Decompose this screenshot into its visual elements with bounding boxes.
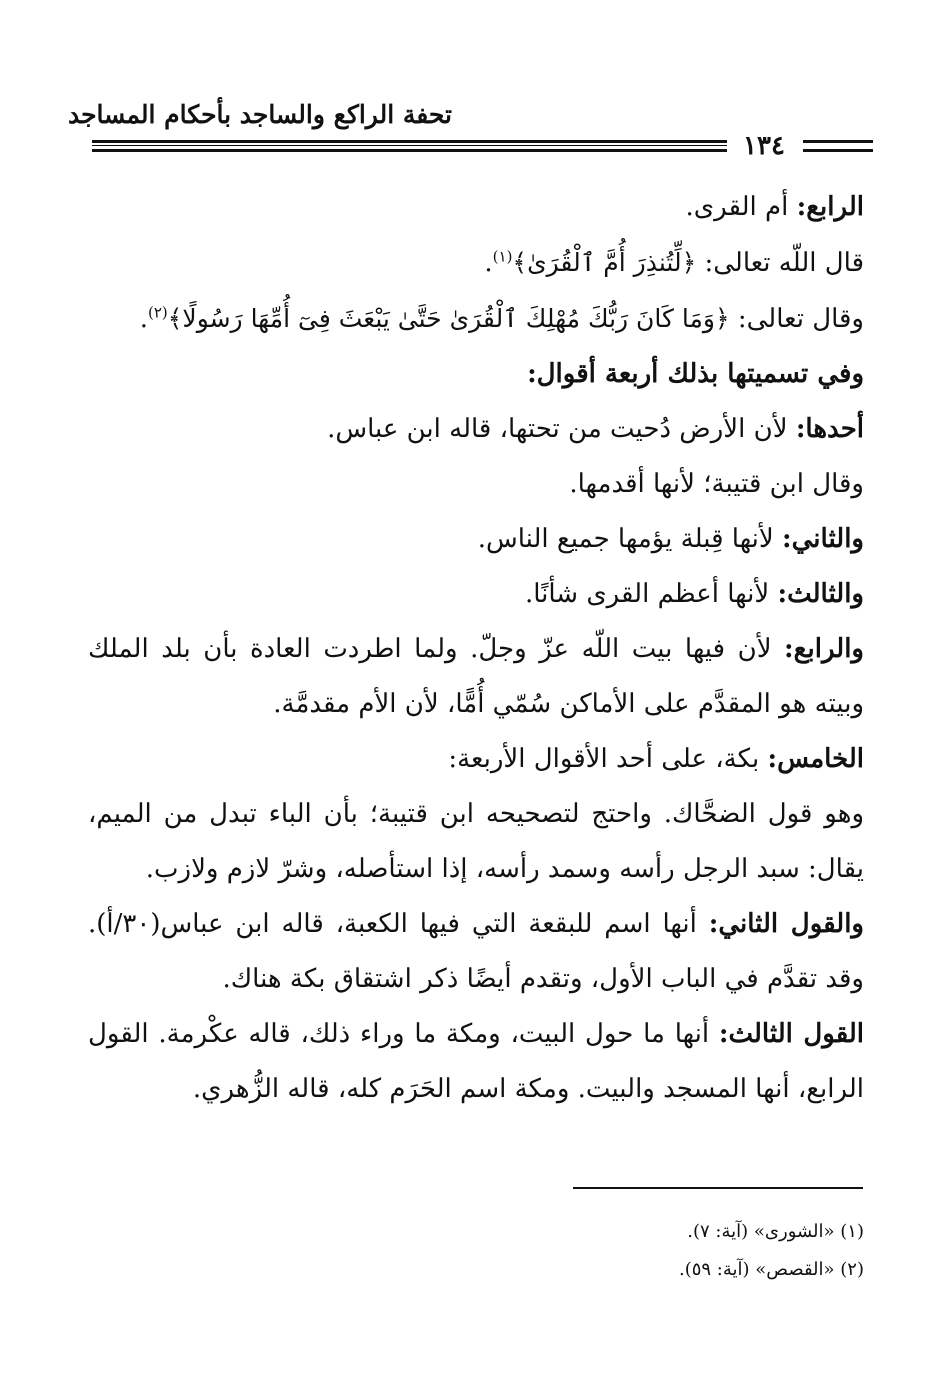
paragraph-verse-1 [88, 235, 864, 291]
paragraph-label: الخامس: [767, 744, 864, 774]
paragraph-umm-al-qura [88, 180, 864, 235]
running-header-title: تحفة الراكع والساجد بأحكام المساجد [67, 100, 452, 129]
footnote-ref[interactable]: (٢) [148, 303, 168, 322]
paragraph-label: القول الثالث: [718, 1019, 865, 1049]
paragraph-end: . [484, 248, 493, 278]
paragraph-third-saying [88, 1007, 864, 1117]
paragraph-bakka [88, 732, 864, 787]
quran-verse: ﴿لِّتُنذِرَ أُمَّ ٱلْقُرَىٰ﴾ [512, 248, 697, 277]
paragraph-text: لأنها أعظم القرى شأنًا. [524, 579, 778, 609]
paragraph-dahhak: وهو قول الضحَّاك. واحتج لتصحيحه ابن قتيبة؛ بأن الباء تبدل من الميم، يقال: سبد الرجل رأسه وسمد رأسه، إذا استأصله، وشرّ لازم ولازب. [88, 799, 864, 884]
section-heading: وفي تسميتها بذلك أربعة أقوال: [527, 359, 864, 389]
paragraph-verse-2 [88, 291, 864, 347]
paragraph-label: والثالث: [777, 579, 864, 609]
footnote-1: (١) «الشورى» (آية: ٧). [687, 1221, 864, 1242]
paragraph-label: أحدها: [795, 414, 864, 444]
paragraph-second-opinion [88, 512, 864, 567]
paragraph-text: لأن فيها بيت اللّه عزّ وجلّ. ولما اطردت العادة بأن بلد الملك وبيته هو المقدَّم على الأماكن سُمّي أُمًّا، لأن الأم مقدمَّة. [88, 634, 864, 719]
paragraph-text: لأنها قِبلة يؤمها جميع الناس. [477, 524, 783, 554]
quran-verse: ﴿وَمَا كَانَ رَبُّكَ مُهْلِكَ ٱلْقُرَىٰ حَتَّىٰ يَبْعَثَ فِىٓ أُمِّهَا رَسُولًا﴾ [167, 304, 730, 333]
paragraph-second-saying [88, 897, 864, 1007]
paragraph-text: بكة، على أحد الأقوال الأربعة: [448, 744, 768, 774]
footnote-separator [573, 1187, 863, 1189]
paragraph-label: والثاني: [782, 524, 864, 554]
paragraph-fourth-opinion [88, 622, 864, 732]
footnotes [560, 1213, 864, 1289]
header-short-rule [803, 140, 873, 152]
paragraph-label: والرابع: [784, 634, 864, 664]
paragraph-first-opinion [88, 402, 864, 457]
paragraph-text: أنها ما حول البيت، ومكة ما وراء ذلك، قاله عكْرمة. القول الرابع، أنها المسجد والبيت. ومكة اسم الحَرَم كله، قاله الزُّهري. [88, 1019, 864, 1104]
main-text [88, 180, 864, 1117]
paragraph-label: الرابع: [796, 192, 864, 222]
paragraph-text: أنها اسم للبقعة التي فيها الكعبة، قاله ابن عباس(٣٠/أ). وقد تقدَّم في الباب الأول، وتقدم أيضًا ذكر اشتقاق بكة هناك. [88, 909, 864, 994]
paragraph-third-opinion [88, 567, 864, 622]
page-number: ١٣٤ [743, 131, 785, 161]
footnote-2: (٢) «القصص» (آية: ٥٩). [678, 1259, 864, 1280]
paragraph-text: لأن الأرض دُحيت من تحتها، قاله ابن عباس. [327, 414, 796, 444]
paragraph-text: قال اللّه تعالى: [696, 248, 864, 278]
paragraph-text: أم القرى. [685, 192, 797, 222]
header-double-rule [92, 140, 727, 152]
paragraph-end: . [139, 304, 148, 334]
paragraph-label: والقول الثاني: [708, 909, 864, 939]
paragraph-text: وقال تعالى: [729, 304, 864, 334]
paragraph-ibn-qutayba: وقال ابن قتيبة؛ لأنها أقدمها. [569, 469, 864, 499]
footnote-ref[interactable]: (١) [492, 247, 513, 266]
